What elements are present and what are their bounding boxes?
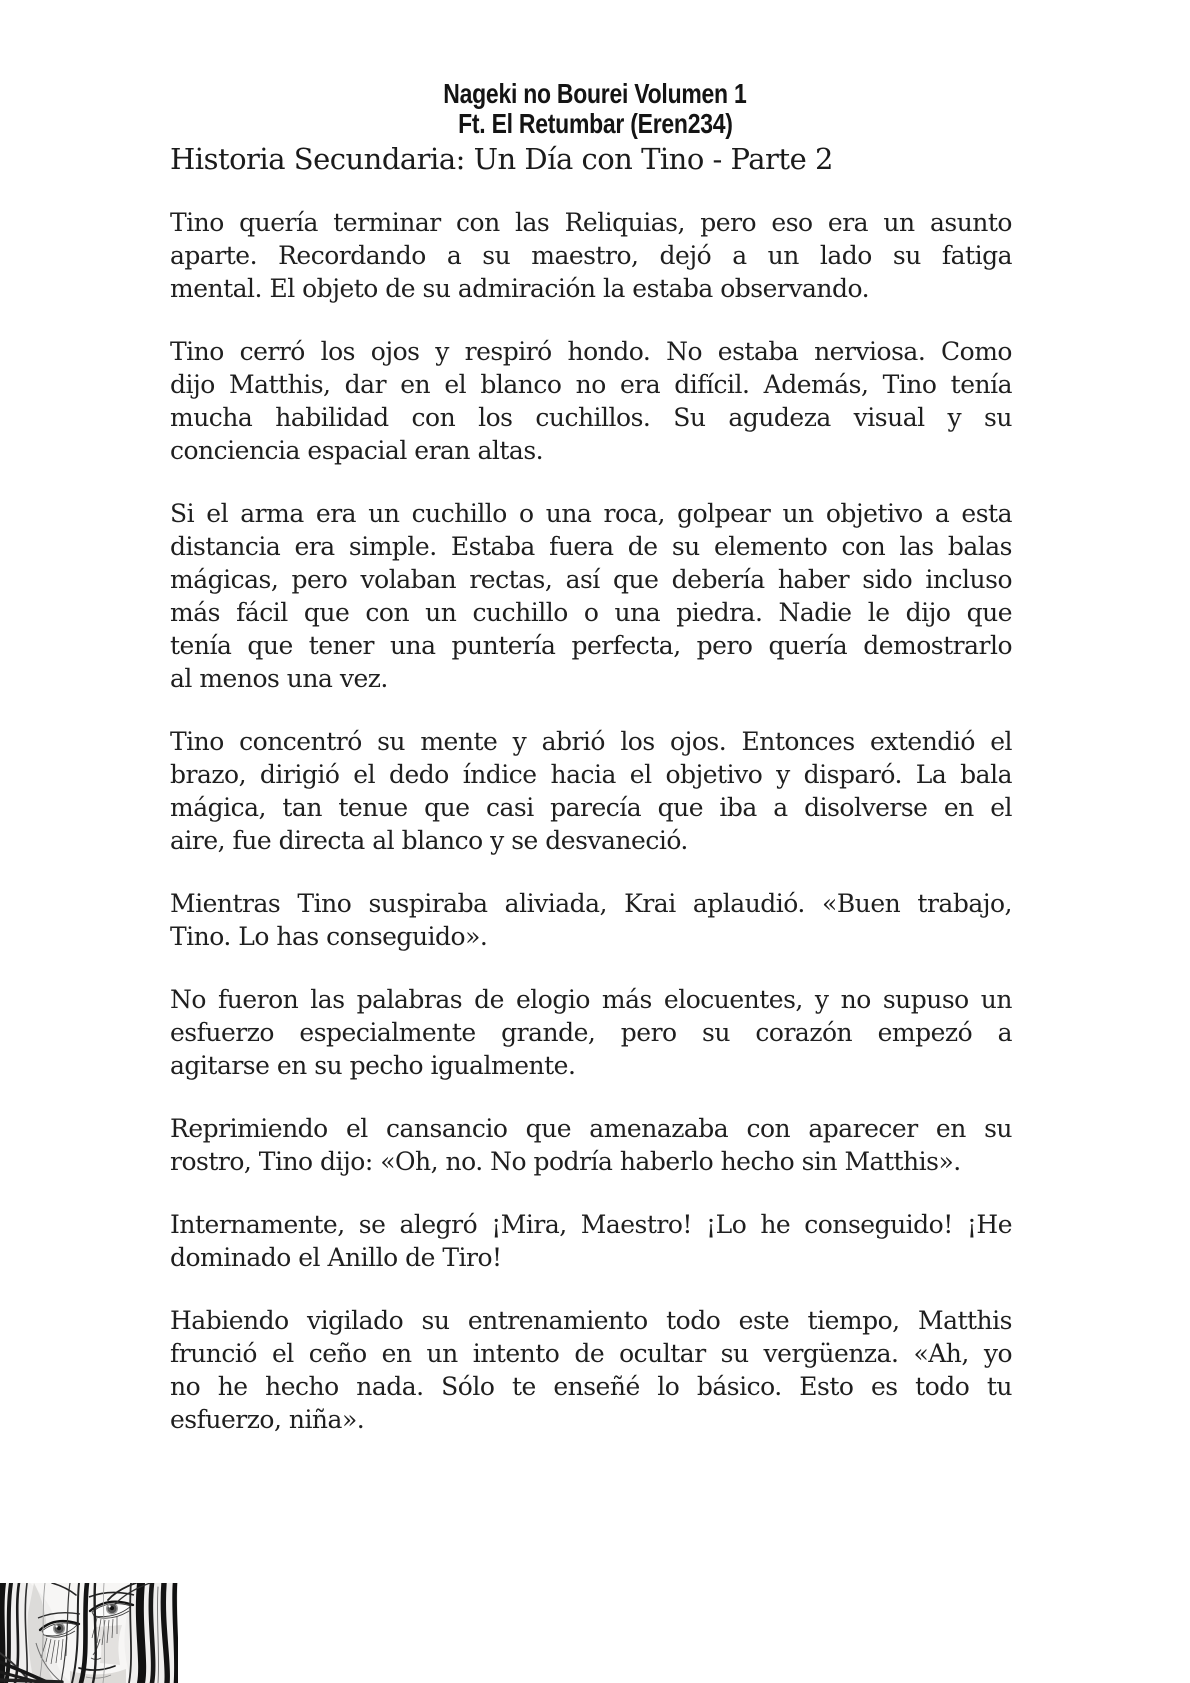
- text-line: Habiendo vigilado su entrenamiento todo este tiempo, Matthis: [170, 1306, 1012, 1335]
- text-line: Tino quería terminar con las Reliquias, pero eso era un asunto: [170, 208, 1012, 237]
- text-line: Mientras Tino suspiraba aliviada, Krai aplaudió. «Buen trabajo,: [170, 889, 1012, 918]
- manga-face-image: [0, 1583, 178, 1683]
- text-line: mucha habilidad con los cuchillos. Su agudeza visual y su: [170, 403, 1012, 432]
- text-line: frunció el ceño en un intento de ocultar su vergüenza. «Ah, yo: [170, 1339, 1012, 1368]
- text-line: agitarse en su pecho igualmente.: [170, 1051, 576, 1080]
- text-line: dijo Matthis, dar en el blanco no era difícil. Además, Tino tenía: [170, 370, 1012, 399]
- text-line: esfuerzo especialmente grande, pero su corazón empezó a: [170, 1018, 1012, 1047]
- page-title: Historia Secundaria: Un Día con Tino - Parte 2: [170, 142, 833, 176]
- text-line: no he hecho nada. Sólo te enseñé lo básico. Esto es todo tu: [170, 1372, 1012, 1401]
- paragraph: [170, 887, 1012, 953]
- right-eye-glint: [108, 1605, 110, 1607]
- header-line-2: [0, 109, 1190, 139]
- header-line-2-text: Ft. El Retumbar (Eren234): [457, 108, 733, 139]
- text-line: distancia era simple. Estaba fuera de su elemento con las balas: [170, 532, 1012, 561]
- paragraph: [170, 1112, 1012, 1178]
- text-line: conciencia espacial eran altas.: [170, 436, 544, 465]
- text-line: Tino. Lo has conseguido».: [170, 922, 488, 951]
- text-line: más fácil que con un cuchillo o una piedra. Nadie le dijo que: [170, 598, 1012, 627]
- text-line: brazo, dirigió el dedo índice hacia el objetivo y disparó. La bala: [170, 760, 1012, 789]
- text-line: mágica, tan tenue que casi parecía que iba a disolverse en el: [170, 793, 1012, 822]
- text-line: esfuerzo, niña».: [170, 1405, 365, 1434]
- paragraph: [170, 1304, 1012, 1436]
- paragraph: [170, 1208, 1012, 1274]
- paragraph: [170, 335, 1012, 467]
- left-eye-glint: [55, 1625, 57, 1627]
- paragraph: [170, 206, 1012, 305]
- paragraph: [170, 983, 1012, 1082]
- text-line: Tino concentró su mente y abrió los ojos. Entonces extendió el: [170, 727, 1012, 756]
- text-line: Si el arma era un cuchillo o una roca, golpear un objetivo a esta: [170, 499, 1012, 528]
- document-header: [0, 79, 1190, 139]
- text-line: aparte. Recordando a su maestro, dejó a un lado su fatiga: [170, 241, 1012, 270]
- text-line: al menos una vez.: [170, 664, 388, 693]
- text-line: Tino cerró los ojos y respiró hondo. No estaba nerviosa. Como: [170, 337, 1012, 366]
- text-line: dominado el Anillo de Tiro!: [170, 1243, 502, 1272]
- text-line: Internamente, se alegró ¡Mira, Maestro! ¡Lo he conseguido! ¡He: [170, 1210, 1012, 1239]
- body-text: [170, 176, 1012, 1436]
- header-line-1-text: Nageki no Bourei Volumen 1: [443, 78, 747, 109]
- text-line: aire, fue directa al blanco y se desvaneció.: [170, 826, 688, 855]
- text-line: tenía que tener una puntería perfecta, pero quería demostrarlo: [170, 631, 1012, 660]
- text-line: Reprimiendo el cansancio que amenazaba con aparecer en su: [170, 1114, 1012, 1143]
- text-line: mental. El objeto de su admiración la estaba observando.: [170, 274, 870, 303]
- header-line-1: [0, 79, 1190, 109]
- paragraph: [170, 725, 1012, 857]
- text-line: No fueron las palabras de elogio más elocuentes, y no supuso un: [170, 985, 1012, 1014]
- text-line: mágicas, pero volaban rectas, así que debería haber sido incluso: [170, 565, 1012, 594]
- text-line: rostro, Tino dijo: «Oh, no. No podría haberlo hecho sin Matthis».: [170, 1147, 961, 1176]
- paragraph: [170, 497, 1012, 695]
